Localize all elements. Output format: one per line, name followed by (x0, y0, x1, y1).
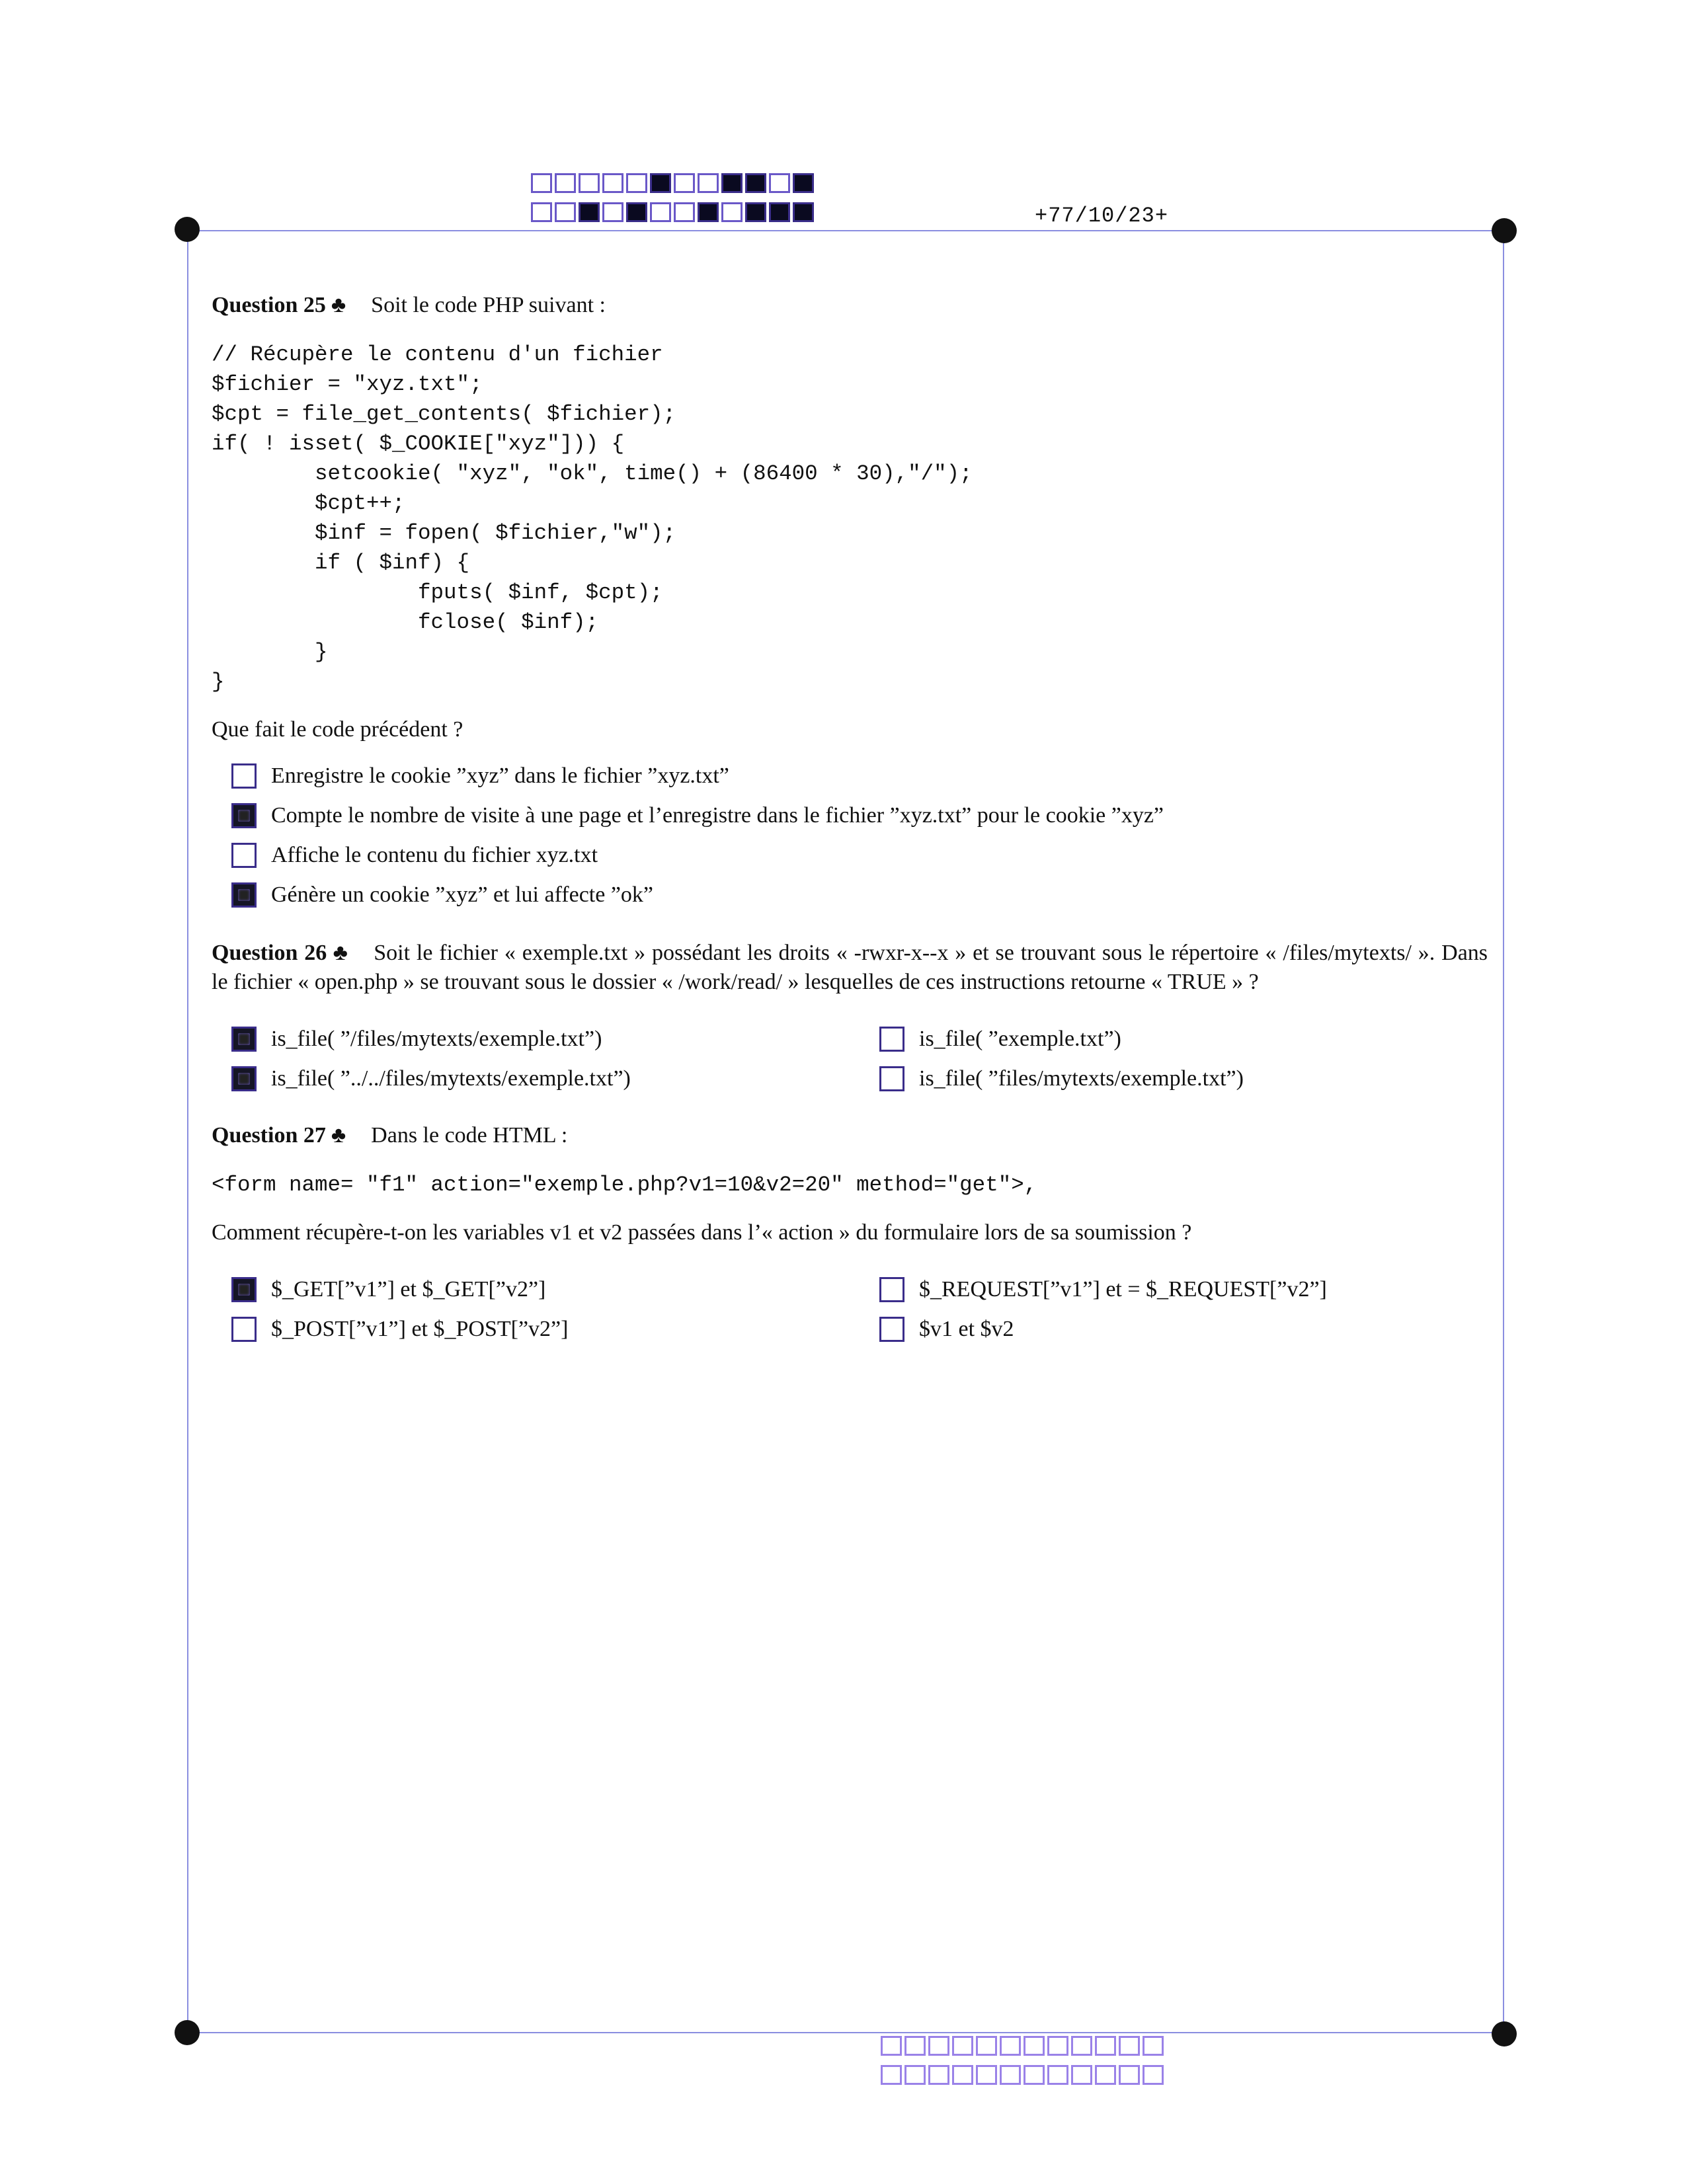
answer-text: Génère un cookie ”xyz” et lui affecte ”ok” (271, 882, 653, 907)
barcode-cell (579, 173, 600, 193)
barcode-cell (1024, 2036, 1045, 2056)
page-code: +77/10/23+ (1035, 204, 1169, 228)
corner-marker-bottom-left (175, 2020, 200, 2045)
answer-option[interactable] (231, 875, 1488, 915)
answer-checkbox[interactable] (879, 1027, 904, 1052)
answer-checkbox[interactable] (231, 843, 257, 868)
answer-checkbox[interactable] (231, 1066, 257, 1091)
barcode-cell (674, 202, 695, 222)
barcode-cell (579, 202, 600, 222)
barcode-cell (881, 2065, 902, 2085)
barcode-cell (904, 2065, 926, 2085)
barcode-cell (881, 2036, 902, 2056)
question-25 (212, 291, 1488, 915)
barcode-cell (976, 2065, 997, 2085)
barcode-cell (555, 173, 576, 193)
answer-option[interactable] (879, 1019, 1507, 1059)
question-26 (212, 939, 1488, 1099)
barcode-cell (745, 202, 766, 222)
barcode-cell (650, 173, 671, 193)
corner-marker-top-left (175, 217, 200, 242)
barcode-cell (1119, 2065, 1140, 2085)
barcode-cell (650, 202, 671, 222)
barcode-bottom-row-1 (881, 2036, 1166, 2056)
barcode-cell (555, 202, 576, 222)
barcode-cell (1000, 2065, 1021, 2085)
answer-text: Affiche le contenu du fichier xyz.txt (271, 843, 598, 867)
question-26-heading (212, 939, 1488, 997)
barcode-cell (904, 2036, 926, 2056)
answer-checkbox[interactable] (231, 803, 257, 828)
answer-option[interactable] (231, 1059, 879, 1099)
barcode-bottom-row-2 (881, 2065, 1166, 2085)
barcode-cell (928, 2065, 949, 2085)
barcode-cell (952, 2036, 973, 2056)
corner-marker-top-right (1492, 218, 1517, 243)
barcode-cell (698, 173, 719, 193)
barcode-cell (1095, 2036, 1116, 2056)
question-25-heading (212, 291, 1488, 320)
barcode-cell (626, 202, 647, 222)
barcode-cell (626, 173, 647, 193)
answer-grid (231, 1270, 1488, 1349)
answer-text: is_file( ”files/mytexts/exemple.txt”) (919, 1066, 1244, 1091)
question-intro: Soit le code PHP suivant : (371, 293, 606, 317)
barcode-cell (976, 2036, 997, 2056)
question-27-heading (212, 1121, 1488, 1150)
barcode-cell (769, 173, 790, 193)
barcode-cell (1047, 2065, 1068, 2085)
barcode-cell (531, 202, 552, 222)
answer-option[interactable] (231, 1019, 879, 1059)
answer-checkbox[interactable] (879, 1066, 904, 1091)
answer-checkbox[interactable] (231, 1317, 257, 1342)
answer-text: is_file( ”/files/mytexts/exemple.txt”) (271, 1027, 602, 1051)
barcode-cell (1024, 2065, 1045, 2085)
barcode-cell (1095, 2065, 1116, 2085)
answer-text: $v1 et $v2 (919, 1317, 1014, 1341)
barcode-cell (602, 173, 623, 193)
question-label: Question 26 (212, 941, 327, 965)
answer-option[interactable] (879, 1309, 1507, 1349)
barcode-cell (793, 173, 814, 193)
php-code-block: // Récupère le contenu d'un fichier $fichier = "xyz.txt"; $cpt = file_get_contents( $fichier); if( ! isset( $_COOKIE["xyz"])) { setcookie( "xyz", "ok", time() + (86400 * 30),"/"); $cpt++; $inf = fopen( $fichier,"w"); if ( $inf) { fputs( $inf, $cpt); fclose( $inf); } } (212, 342, 973, 694)
barcode-cell (698, 202, 719, 222)
barcode-cell (1143, 2065, 1164, 2085)
answer-checkbox[interactable] (879, 1277, 904, 1302)
barcode-cell (952, 2065, 973, 2085)
answer-grid (231, 1019, 1488, 1099)
answer-checkbox[interactable] (231, 882, 257, 908)
barcode-cell (1000, 2036, 1021, 2056)
barcode-cell (769, 202, 790, 222)
question-label: Question 27 (212, 1123, 326, 1148)
answer-text: Compte le nombre de visite à une page et l’enregistre dans le fichier ”xyz.txt” pour le cookie ”xyz” (271, 803, 1164, 828)
question-intro: Dans le code HTML : (371, 1123, 568, 1148)
answer-option[interactable] (879, 1059, 1507, 1099)
barcode-cell (1047, 2036, 1068, 2056)
question-label: Question 25 (212, 293, 326, 317)
barcode-cell (1071, 2036, 1092, 2056)
answer-text: $_POST[”v1”] et $_POST[”v2”] (271, 1317, 569, 1341)
question-prompt: Comment récupère-t-on les variables v1 et v2 passées dans l’« action » du formulaire lors de sa soumission ? (212, 1220, 1192, 1245)
html-code-line: <form name= "f1" action="exemple.php?v1=10&v2=20" method="get">, (212, 1173, 1037, 1197)
question-intro: Soit le fichier « exemple.txt » possédant les droits « -rwxr-x--x » et se trouvant sous le répertoire « /files/mytexts/ ». Dans le fichier « open.php » se trouvant sous le dossier « /work/read/ » lesquelles de ces instructions retourne « TRUE » ? (212, 941, 1488, 994)
answer-checkbox[interactable] (231, 1027, 257, 1052)
club-icon: ♣ (332, 941, 349, 965)
answer-option[interactable] (231, 836, 1488, 875)
answer-text: Enregistre le cookie ”xyz” dans le fichier ”xyz.txt” (271, 763, 729, 788)
answer-text: is_file( ”../../files/mytexts/exemple.txt”) (271, 1066, 631, 1091)
barcode-cell (721, 173, 743, 193)
barcode-cell (1143, 2036, 1164, 2056)
barcode-cell (928, 2036, 949, 2056)
answer-text: is_file( ”exemple.txt”) (919, 1027, 1121, 1051)
barcode-top-row-2 (531, 202, 817, 222)
question-prompt: Que fait le code précédent ? (212, 717, 463, 742)
club-icon: ♣ (331, 1123, 346, 1148)
answer-option[interactable] (231, 1309, 879, 1349)
answer-option[interactable] (231, 756, 1488, 796)
club-icon: ♣ (331, 293, 346, 317)
barcode-cell (531, 173, 552, 193)
corner-marker-bottom-right (1492, 2021, 1517, 2047)
answer-text: $_REQUEST[”v1”] et = $_REQUEST[”v2”] (919, 1277, 1327, 1302)
answer-checkbox[interactable] (231, 1277, 257, 1302)
answer-list (231, 756, 1488, 915)
question-27 (212, 1121, 1488, 1349)
barcode-cell (721, 202, 743, 222)
answer-text: $_GET[”v1”] et $_GET[”v2”] (271, 1277, 546, 1302)
barcode-top-row-1 (531, 173, 817, 193)
barcode-cell (793, 202, 814, 222)
answer-option[interactable] (879, 1270, 1507, 1309)
barcode-cell (1071, 2065, 1092, 2085)
barcode-cell (674, 173, 695, 193)
barcode-cell (1119, 2036, 1140, 2056)
answer-option[interactable] (231, 1270, 879, 1309)
answer-checkbox[interactable] (231, 763, 257, 789)
barcode-cell (602, 202, 623, 222)
barcode-cell (745, 173, 766, 193)
answer-option[interactable] (231, 796, 1488, 836)
questions-content (212, 291, 1488, 1349)
answer-checkbox[interactable] (879, 1317, 904, 1342)
